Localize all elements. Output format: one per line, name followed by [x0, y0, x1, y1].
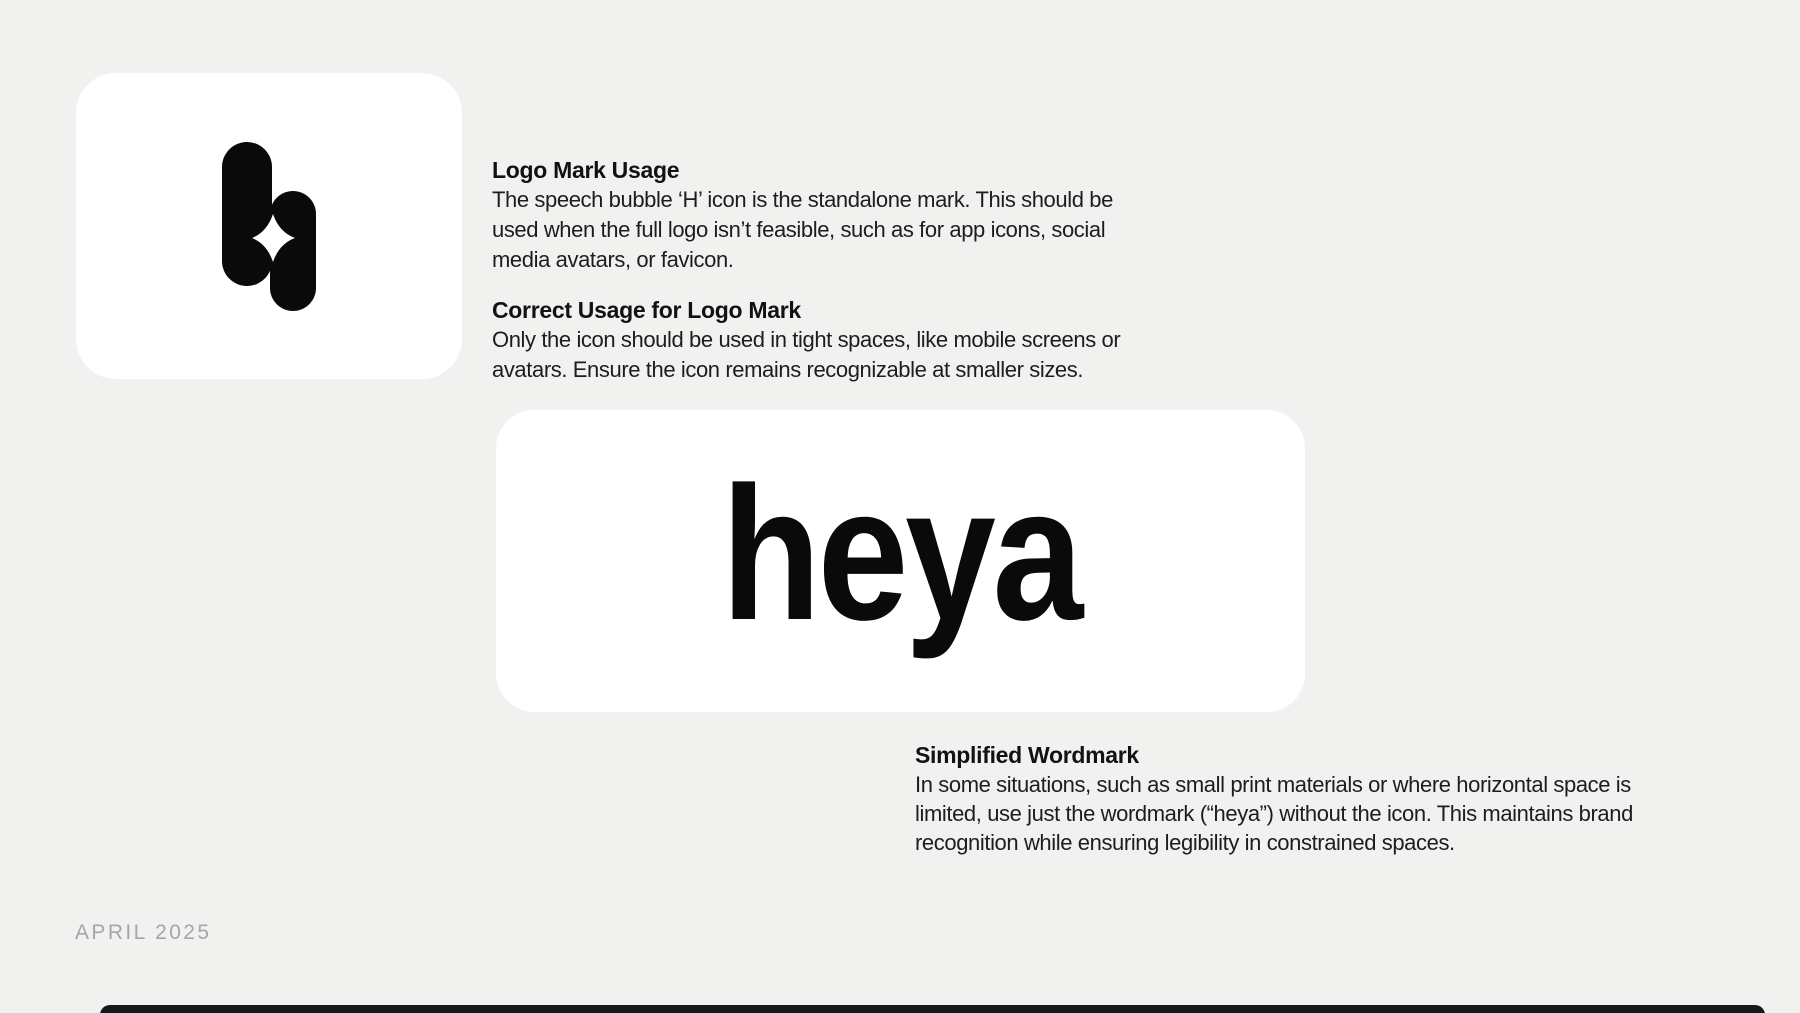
simplified-wordmark-text-column — [915, 740, 1633, 857]
body-line: Only the icon should be used in tight spaces, like mobile screens or — [492, 327, 1121, 352]
body-line: recognition while ensuring legibility in constrained spaces. — [915, 830, 1455, 855]
next-page-edge — [100, 1005, 1765, 1013]
logo-mark-text-column — [492, 155, 1120, 385]
body-line: avatars. Ensure the icon remains recognizable at smaller sizes. — [492, 357, 1084, 382]
body-line: In some situations, such as small print materials or where horizontal space is — [915, 772, 1631, 797]
body-line: limited, use just the wordmark (“heya”) without the icon. This maintains brand — [915, 801, 1633, 826]
wordmark-card — [496, 410, 1305, 712]
heya-logomark-icon — [222, 142, 317, 312]
heya-wordmark: heya — [721, 448, 1080, 660]
body-line: The speech bubble ‘H’ icon is the standalone mark. This should be — [492, 187, 1113, 212]
section-heading-correct-usage: Correct Usage for Logo Mark — [492, 297, 801, 323]
body-line: media avatars, or favicon. — [492, 247, 734, 272]
body-line: used when the full logo isn’t feasible, such as for app icons, social — [492, 217, 1106, 242]
date-label: APRIL 2025 — [75, 921, 212, 944]
logo-mark-card — [76, 73, 462, 379]
section-heading-logo-mark-usage: Logo Mark Usage — [492, 157, 680, 183]
section-heading-simplified-wordmark: Simplified Wordmark — [915, 742, 1139, 768]
